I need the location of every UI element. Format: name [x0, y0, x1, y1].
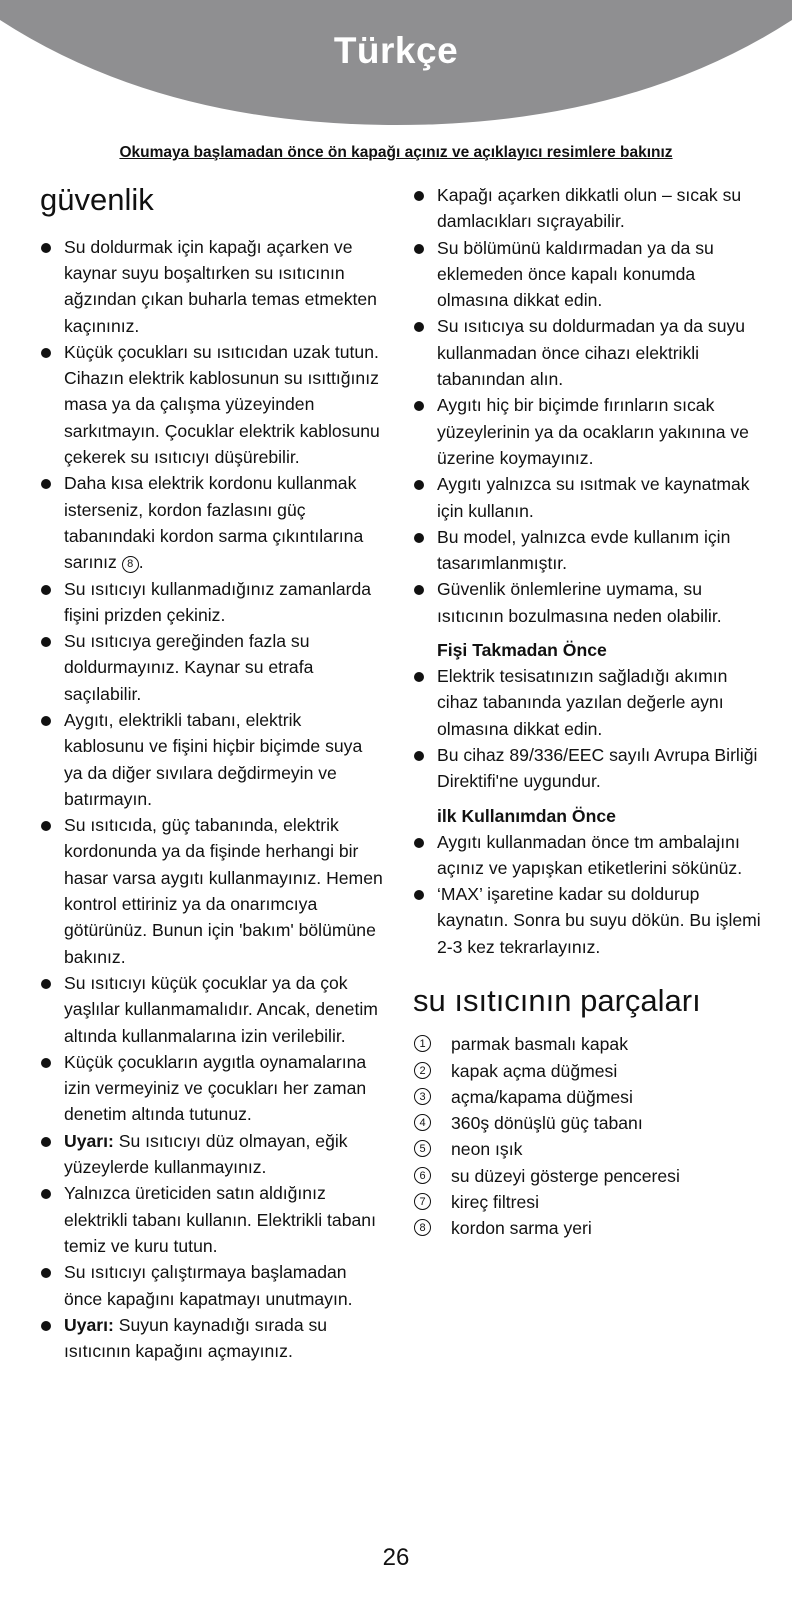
list-item: Su ısıtıcıya su doldurmadan ya da suyu kullanmadan önce cihazı elektrikli tabanından alın. — [413, 313, 763, 392]
intro-note: Okumaya başlamadan önce ön kapağı açınız ve açıklayıcı resimlere bakınız — [119, 144, 673, 161]
list-item: Su ısıtıcıya gereğinden fazla su doldurmayınız. Kaynar su etrafa saçılabilir. — [40, 628, 385, 707]
part-item: 3 açma/kapama düğmesi — [413, 1084, 763, 1110]
part-number-badge: 4 — [414, 1114, 431, 1131]
list-item: Bu model, yalnızca evde kullanım için tasarımlanmıştır. — [413, 524, 763, 577]
bullet-icon — [41, 637, 51, 647]
bullet-icon — [41, 1268, 51, 1278]
part-number-badge: 7 — [414, 1193, 431, 1210]
warning-label: Uyarı: — [64, 1314, 114, 1335]
first-use-heading: ilk Kullanımdan Önce — [437, 805, 616, 826]
part-item: 7 kireç filtresi — [413, 1189, 763, 1215]
part-number-badge: 5 — [414, 1140, 431, 1157]
list-item: Uyarı: Suyun kaynadığı sırada su ısıtıcının kapağını açmayınız. — [40, 1312, 385, 1365]
bullet-icon — [41, 1321, 51, 1331]
bullet-icon — [414, 322, 424, 332]
bullet-icon — [41, 348, 51, 358]
list-item: Su ısıtıcıyı küçük çocuklar ya da çok yaşlılar kullanmamalıdır. Ancak, denetim altında kullanmalarına izin verilebilir. — [40, 970, 385, 1049]
bullet-icon — [414, 751, 424, 761]
bullet-icon — [41, 716, 51, 726]
part-item: 2 kapak açma düğmesi — [413, 1058, 763, 1084]
list-item: Su ısıtıcıda, güç tabanında, elektrik kordonunda ya da fişinde herhangi bir hasar varsa aygıtı kullanmayınız. Hemen kontrol ettiriniz ya da onarımcıya götürünüz. Bunun için 'bakım' bölümüne bakınız. — [40, 812, 385, 970]
right-column — [413, 182, 763, 1242]
bullet-icon — [41, 821, 51, 831]
bullet-icon — [414, 533, 424, 543]
page-number: 26 — [382, 1544, 410, 1571]
bullet-icon — [41, 1189, 51, 1199]
bullet-icon — [414, 890, 424, 900]
list-item: Aygıtı kullanmadan önce tm ambalajını açınız ve yapışkan etiketlerini sökünüz. — [413, 829, 763, 882]
part-number-badge: 8 — [414, 1219, 431, 1236]
bullet-icon — [41, 585, 51, 595]
bullet-icon — [414, 585, 424, 595]
bullet-icon — [414, 672, 424, 682]
bullet-icon — [41, 979, 51, 989]
warning-label: Uyarı: — [64, 1130, 114, 1151]
safety-list-left — [40, 234, 385, 1365]
bullet-icon — [414, 480, 424, 490]
list-item: Küçük çocukları su ısıtıcıdan uzak tutun. Cihazın elektrik kablosunun su ısıttığınız masa ya da çalışma yüzeyinden sarkıtmayın. Çocuklar elektrik kablosunu çekerek su ısıtıcıyı düşürebilir. — [40, 339, 385, 470]
part-number-badge: 6 — [414, 1167, 431, 1184]
part-item: 6 su düzeyi gösterge penceresi — [413, 1163, 763, 1189]
list-item: Küçük çocukların aygıtla oynamalarına izin vermeyiniz ve çocukları her zaman denetim altında tutunuz. — [40, 1049, 385, 1128]
safety-heading: güvenlik — [40, 182, 154, 217]
list-item: Bu cihaz 89/336/EEC sayılı Avrupa Birliği Direktifi'ne uygundur. — [413, 742, 763, 795]
list-item: ‘MAX’ işaretine kadar su doldurup kaynatın. Sonra bu suyu dökün. Bu işlemi 2-3 kez tekrarlayınız. — [413, 881, 763, 960]
part-item: 4 360ş dönüşlü güç tabanı — [413, 1110, 763, 1136]
part-number-badge: 1 — [414, 1035, 431, 1052]
list-item: Su ısıtıcıyı kullanmadığınız zamanlarda fişini prizden çekiniz. — [40, 576, 385, 629]
part-item: 5 neon ışık — [413, 1136, 763, 1162]
safety-list-right — [413, 182, 763, 629]
bullet-icon — [414, 838, 424, 848]
list-item: Aygıtı yalnızca su ısıtmak ve kaynatmak için kullanın. — [413, 471, 763, 524]
bullet-icon — [41, 479, 51, 489]
list-item: Elektrik tesisatınızın sağladığı akımın cihaz tabanında yazılan değerle aynı olmasına dikkat edin. — [413, 663, 763, 742]
bullet-icon — [414, 191, 424, 201]
before-plugging-list — [413, 663, 763, 794]
bullet-icon — [41, 1137, 51, 1147]
before-plugging-heading: Fişi Takmadan Önce — [437, 640, 607, 661]
first-use-list — [413, 829, 763, 960]
bullet-icon — [41, 243, 51, 253]
part-number-badge: 2 — [414, 1062, 431, 1079]
list-item: Aygıtı, elektrikli tabanı, elektrik kablosunu ve fişini hiçbir biçimde suya ya da diğer sıvılara değdirmeyin ve batırmayın. — [40, 707, 385, 812]
list-item: Su doldurmak için kapağı açarken ve kaynar suyu boşaltırken su ısıtıcının ağzından çıkan buharla temas etmekten kaçınınız. — [40, 234, 385, 339]
list-item: Su ısıtıcıyı çalıştırmaya başlamadan önce kapağını kapatmayı unutmayın. — [40, 1259, 385, 1312]
part-number-badge: 3 — [414, 1088, 431, 1105]
list-item: Yalnızca üreticiden satın aldığınız elektrikli tabanı kullanın. Elektrikli tabanı temiz ve kuru tutun. — [40, 1180, 385, 1259]
left-column — [40, 182, 385, 1364]
list-item: Daha kısa elektrik kordonu kullanmak isterseniz, kordon fazlasını güç tabanındaki kordon sarma çıkıntılarına sarınız 8 . — [40, 470, 385, 575]
parts-heading: su ısıtıcının parçaları — [413, 983, 701, 1019]
bullet-icon — [414, 244, 424, 254]
language-title: Türkçe — [333, 30, 459, 71]
bullet-icon — [41, 1058, 51, 1068]
parts-list — [413, 1031, 763, 1241]
list-item: Su bölümünü kaldırmadan ya da su eklemeden önce kapalı konumda olmasına dikkat edin. — [413, 235, 763, 314]
list-item: Kapağı açarken dikkatli olun – sıcak su damlacıkları sıçrayabilir. — [413, 182, 763, 235]
part-item: 1 parmak basmalı kapak — [413, 1031, 763, 1057]
bullet-icon — [414, 401, 424, 411]
part-item: 8 kordon sarma yeri — [413, 1215, 763, 1241]
list-item: Uyarı: Su ısıtıcıyı düz olmayan, eğik yüzeylerde kullanmayınız. — [40, 1128, 385, 1181]
list-item: Aygıtı hiç bir biçimde fırınların sıcak yüzeylerinin ya da ocakların yakınına ve üzerine koymayınız. — [413, 392, 763, 471]
part-ref-badge: 8 — [122, 556, 139, 573]
list-item: Güvenlik önlemlerine uymama, su ısıtıcının bozulmasına neden olabilir. — [413, 576, 763, 629]
